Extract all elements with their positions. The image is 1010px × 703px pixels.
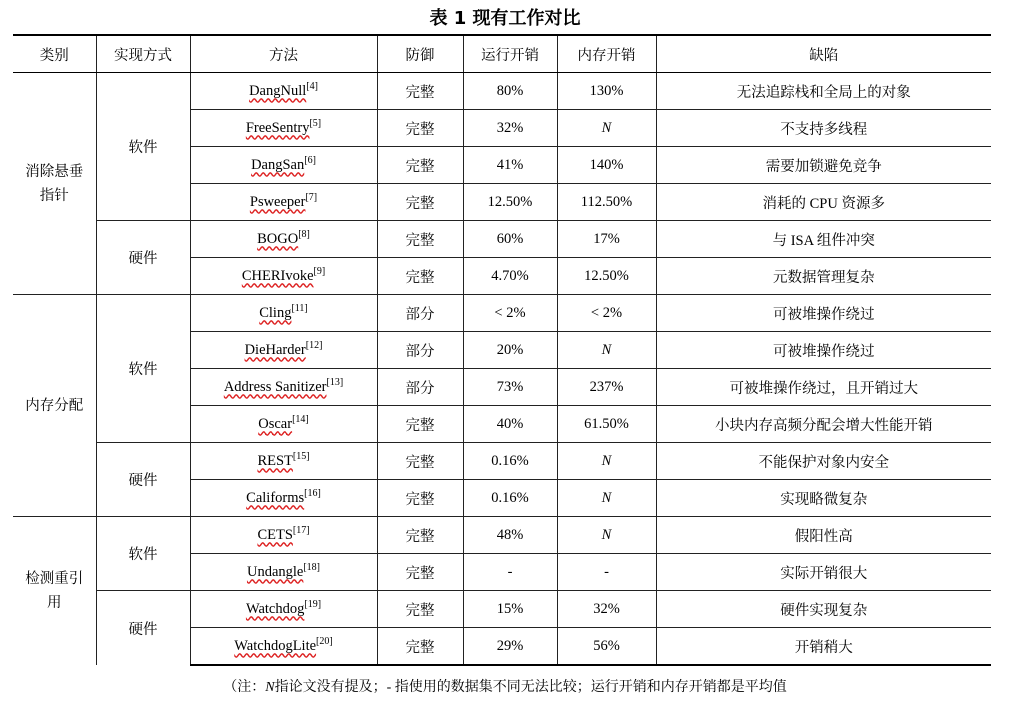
reference-number: [18] [303,561,321,573]
method-name: Oscar [258,415,293,432]
reference-number: [5] [309,117,322,129]
reference-number: [12] [305,339,323,351]
method-name: CHERIvoke [241,267,314,284]
method-cell [190,480,377,517]
memory-cell: N [557,110,656,147]
defense-cell: 完整 [377,184,463,221]
defect-cell: 实际开销很大 [656,554,991,591]
method-name: Cling [259,304,292,321]
memory-cell: 12.50% [557,258,656,295]
defense-cell: 完整 [377,591,463,628]
comparison-table [13,34,991,666]
memory-cell: 140% [557,147,656,184]
defense-cell: 完整 [377,480,463,517]
runtime-cell: 32% [463,110,557,147]
defense-cell: 完整 [377,258,463,295]
memory-cell: 237% [557,369,656,406]
method-name: WatchdogLite [234,637,317,654]
memory-cell: < 2% [557,295,656,332]
table-row [13,295,991,332]
reference-number: [13] [326,376,344,388]
runtime-cell: < 2% [463,295,557,332]
reference-number: [4] [306,80,318,92]
defect-cell: 元数据管理复杂 [656,258,991,295]
defect-cell: 消耗的 CPU 资源多 [656,184,991,221]
reference-number: [17] [292,524,310,536]
table-row [13,443,991,480]
category-cell [13,73,96,295]
method-name: Psweeper [249,193,306,210]
implementation-cell: 硬件 [96,591,190,666]
defect-cell: 硬件实现复杂 [656,591,991,628]
method-name: DangSan [251,156,305,173]
header-cell: 防御 [377,35,463,73]
implementation-cell: 硬件 [96,221,190,295]
table-row [13,221,991,258]
category-label: 检测重引用 [25,571,84,611]
defect-cell: 开销稍大 [656,628,991,666]
memory-cell: 61.50% [557,406,656,443]
method-name: Undangle [246,563,304,580]
header-row [13,35,991,73]
header-cell: 缺陷 [656,35,991,73]
method-cell [190,110,377,147]
defect-cell: 不能保护对象内安全 [656,443,991,480]
defect-cell: 小块内存高频分配会增大性能开销 [656,406,991,443]
memory-cell: 32% [557,591,656,628]
memory-cell: - [557,554,656,591]
method-name: CETS [257,526,293,543]
method-cell [190,591,377,628]
table-row [13,591,991,628]
method-name: DieHarder [244,341,306,358]
category-cell [13,517,96,666]
memory-cell: 17% [557,221,656,258]
reference-number: [11] [291,302,308,314]
runtime-cell: - [463,554,557,591]
header-cell: 类别 [13,35,96,73]
runtime-cell: 41% [463,147,557,184]
runtime-cell: 48% [463,517,557,554]
runtime-cell: 0.16% [463,443,557,480]
runtime-cell: 12.50% [463,184,557,221]
reference-number: [6] [304,154,316,166]
runtime-cell: 0.16% [463,480,557,517]
method-cell [190,443,377,480]
table-row [13,517,991,554]
memory-cell: N [557,517,656,554]
method-name: Watchdog [245,600,305,617]
memory-cell: N [557,332,656,369]
method-cell [190,628,377,666]
implementation-cell: 硬件 [96,443,190,517]
method-name: REST [257,452,293,469]
method-name: FreeSentry [245,119,310,136]
memory-cell: 56% [557,628,656,666]
method-cell [190,258,377,295]
runtime-cell: 40% [463,406,557,443]
defense-cell: 完整 [377,517,463,554]
defense-cell: 完整 [377,443,463,480]
runtime-cell: 20% [463,332,557,369]
defect-cell: 可被堆操作绕过 [656,295,991,332]
method-cell [190,295,377,332]
defect-cell: 可被堆操作绕过 [656,332,991,369]
reference-number: [19] [304,598,322,610]
method-cell [190,369,377,406]
defense-cell: 完整 [377,554,463,591]
method-name: Address Sanitizer [223,378,327,395]
header-cell: 内存开销 [557,35,656,73]
implementation-cell: 软件 [96,295,190,443]
runtime-cell: 15% [463,591,557,628]
defense-cell: 部分 [377,369,463,406]
defense-cell: 完整 [377,110,463,147]
defect-cell: 与 ISA 组件冲突 [656,221,991,258]
method-name: Califorms [246,489,305,506]
runtime-cell: 29% [463,628,557,666]
implementation-cell: 软件 [96,517,190,591]
method-cell [190,221,377,258]
runtime-cell: 4.70% [463,258,557,295]
header-cell: 实现方式 [96,35,190,73]
table-title: 表 1 现有工作对比 [429,8,581,29]
method-cell [190,517,377,554]
method-cell [190,147,377,184]
reference-number: [16] [304,487,321,499]
memory-cell: N [557,443,656,480]
table-row [13,73,991,110]
method-cell [190,73,377,110]
method-name: BOGO [257,230,299,247]
category-label: 内存分配 [25,397,84,414]
memory-cell: N [557,480,656,517]
defect-cell: 实现略微复杂 [656,480,991,517]
reference-number: [8] [298,228,310,240]
defect-cell: 不支持多线程 [656,110,991,147]
method-cell [190,332,377,369]
defense-cell: 完整 [377,628,463,666]
category-cell [13,295,96,517]
defect-cell: 可被堆操作绕过，且开销过大 [656,369,991,406]
method-name: DangNull [249,82,307,99]
defense-cell: 完整 [377,221,463,258]
defense-cell: 部分 [377,332,463,369]
reference-number: [9] [313,265,326,277]
reference-number: [14] [292,413,309,425]
defect-cell: 假阳性高 [656,517,991,554]
reference-number: [15] [292,450,310,462]
defense-cell: 完整 [377,147,463,184]
n-symbol: N [265,680,275,695]
defense-cell: 部分 [377,295,463,332]
memory-cell: 112.50% [557,184,656,221]
method-cell [190,554,377,591]
header-cell: 运行开销 [463,35,557,73]
memory-cell: 130% [557,73,656,110]
table-note: （注：N指论文没有提及；- 指使用的数据集不同无法比较；运行开销和内存开销都是平均值 [223,680,787,695]
method-cell [190,406,377,443]
reference-number: [20] [316,635,333,647]
defect-cell: 需要加锁避免竞争 [656,147,991,184]
runtime-cell: 73% [463,369,557,406]
runtime-cell: 80% [463,73,557,110]
reference-number: [7] [305,191,318,203]
header-cell: 方法 [190,35,377,73]
defect-cell: 无法追踪栈和全局上的对象 [656,73,991,110]
implementation-cell: 软件 [96,73,190,221]
category-label: 消除悬垂指针 [25,163,84,204]
defense-cell: 完整 [377,73,463,110]
runtime-cell: 60% [463,221,557,258]
method-cell [190,184,377,221]
defense-cell: 完整 [377,406,463,443]
